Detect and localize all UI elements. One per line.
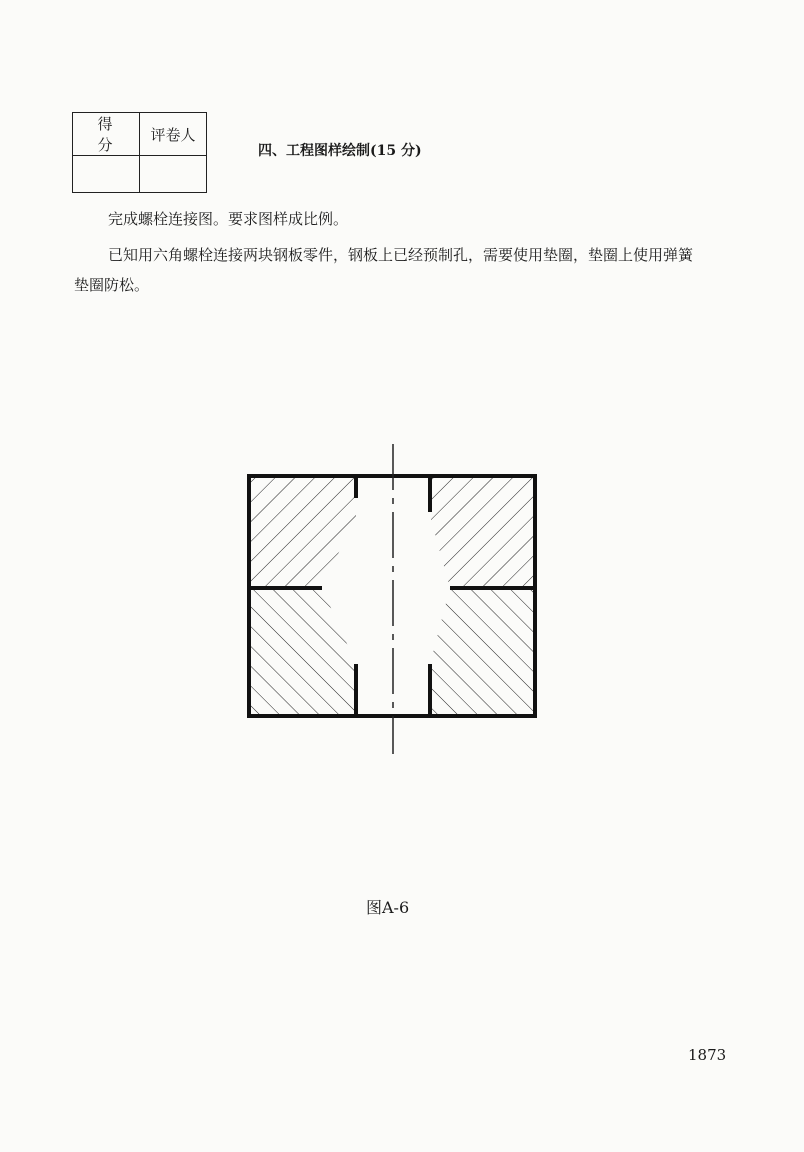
upper-plate-right-section [430,476,535,588]
problem-text-line2: 垫圈防松。 [74,276,150,294]
lower-plate-right-section [430,588,535,716]
section-title: 四、工程图样绘制(15 分) [258,143,422,159]
upper-plate-left-section [249,476,356,588]
score-header: 得 分 [73,113,140,156]
bolt-connection-drawing [236,440,546,760]
score-cell[interactable] [73,156,140,193]
page-number: 1873 [688,1046,727,1064]
grader-header: 评卷人 [140,113,207,156]
score-table [72,112,207,193]
problem-text-line1: 已知用六角螺栓连接两块钢板零件，钢板上已经预制孔，需要使用垫圈，垫圈上使用弹簧 [108,246,694,264]
instruction-text: 完成螺栓连接图。要求图样成比例。 [108,210,349,228]
grader-cell[interactable] [140,156,207,193]
lower-plate-left-section [249,588,356,716]
figure-caption: 图A-6 [366,898,410,917]
